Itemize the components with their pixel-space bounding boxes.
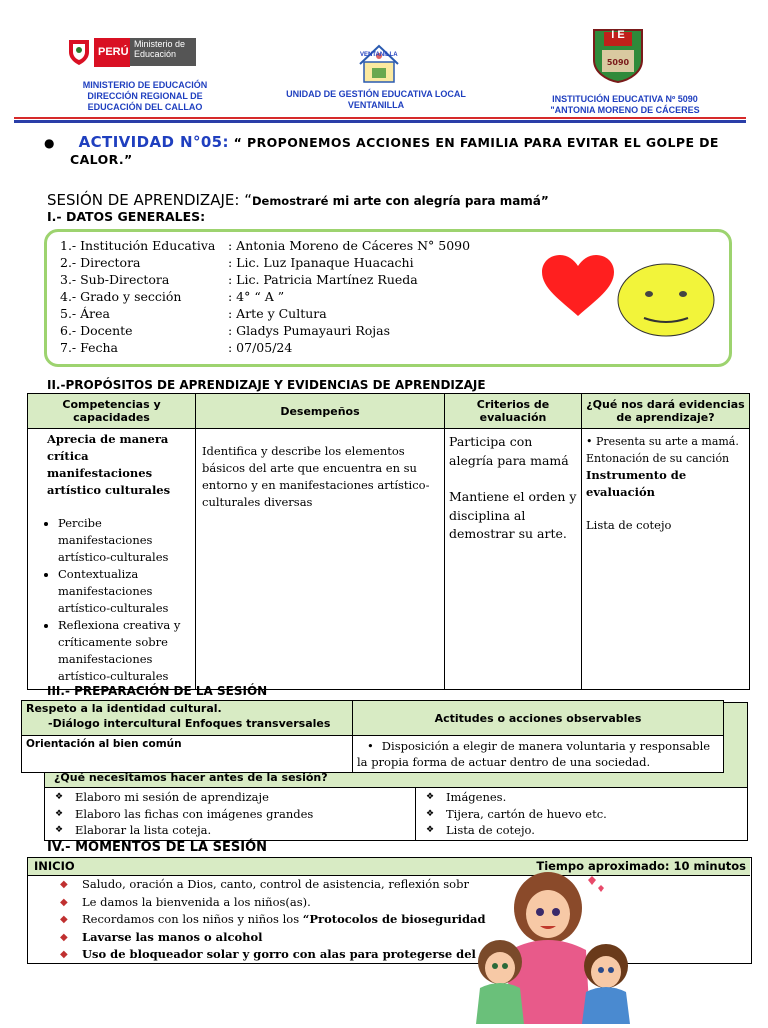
propositos-heading: II.-PROPÓSITOS DE APRENDIZAJE Y EVIDENCIAS DE APRENDIZAJE — [47, 378, 486, 392]
competencias-cell — [28, 429, 196, 690]
mother-children-illustration — [470, 870, 645, 1024]
preparacion-heading: III.- PREPARACIÓN DE LA SESIÓN — [47, 684, 268, 698]
list-item: ❖ Imágenes. — [446, 789, 747, 806]
ministerio-text: MINISTERIO DE EDUCACIÓN DIRECCIÓN REGIONAL DE EDUCACIÓN DEL CALLAO — [82, 80, 208, 112]
datos-row: 1.- Institución Educativa : Antonia Moreno de Cáceres N° 5090 — [60, 238, 471, 253]
list-item: ❖ Tijera, cartón de huevo etc. — [446, 806, 747, 823]
datos-row: 2.- Directora : Lic. Luz Ipanaque Huacachi — [60, 255, 414, 270]
datos-generales-list — [60, 237, 480, 356]
propositos-table — [27, 393, 750, 690]
antes-sesion-table — [44, 787, 748, 841]
list-item: ❖ Elaborar la lista coteja. — [75, 822, 415, 839]
criterios-cell: Participa con alegría para mamá Mantiene el orden y disciplina al demostrar su arte. — [445, 429, 582, 690]
list-item: ◆ Uso de bloqueador solar y gorro con alas para protegerse del — [82, 946, 527, 964]
ugel-text: UNIDAD DE GESTIÓN EDUCATIVA LOCAL VENTANILLA — [286, 89, 466, 110]
disposicion-cell: • Disposición a elegir de manera voluntaria y responsable la propia forma de actuar dentro de una sociedad. — [353, 736, 724, 773]
tiempo-label: Tiempo aproximado: 10 minutos — [536, 859, 746, 873]
list-item: ❖ Lista de cotejo. — [446, 822, 747, 839]
competencia-text: Aprecia de manera crítica manifestaciones artístico culturales — [47, 432, 171, 497]
col-header-evidencias: ¿Qué nos dará evidencias de aprendizaje? — [582, 394, 750, 429]
inicio-list — [28, 876, 527, 964]
desempenos-cell: Identifica y describe los elementos básicos del arte que encuentra en su entorno y en manifestaciones artístico-culturales diversas — [196, 429, 445, 690]
evidencias-cell: • Presenta su arte a mamá. Entonación de su canción Instrumento de evaluación Lista de cotejo — [582, 429, 750, 690]
datos-row: 4.- Grado y sección : 4° “ A ” — [60, 289, 285, 304]
antes-right-cell — [416, 788, 748, 841]
antes-left-cell — [45, 788, 416, 841]
svg-text:5090: 5090 — [606, 58, 630, 67]
actividad-title-line2: CALOR.” — [70, 152, 133, 167]
antes-right-list — [416, 789, 747, 839]
ministerio-logo-label: Ministerio de Educación — [130, 38, 196, 66]
list-item: ◆ Recordamos con los niños y niños los “Protocolos de bioseguridad — [82, 911, 527, 929]
antes-left-list — [45, 789, 415, 839]
list-item: • Percibe manifestaciones artístico-culturales — [58, 515, 191, 566]
list-item: ❖ Elaboro mi sesión de aprendizaje — [75, 789, 415, 806]
ugel-logo-label: VENTANILLA — [360, 52, 398, 58]
header-rule-red — [14, 117, 746, 119]
datos-row: 5.- Área : Arte y Cultura — [60, 306, 327, 321]
list-item: ◆ Saludo, oración a Dios, canto, control de asistencia, reflexión sobr — [82, 876, 527, 894]
list-item: ❖ Elaboro las fichas con imágenes grandes — [75, 806, 415, 823]
peru-logo-label: PERÚ — [94, 38, 130, 67]
list-item: ◆ Lavarse las manos o alcohol — [82, 929, 527, 947]
list-item: • Reflexiona creativa y críticamente sobre manifestaciones artístico-culturales — [58, 617, 191, 685]
list-item: • Contextualiza manifestaciones artístico-culturales — [58, 566, 191, 617]
header — [0, 0, 768, 120]
enfoques-table — [21, 700, 724, 773]
orientacion-cell: Orientación al bien común — [22, 736, 353, 773]
header-rule-blue — [14, 120, 746, 123]
ie-text: INSTITUCIÓN EDUCATIVA Nº 5090 "ANTONIA MORENO DE CÁCERES — [550, 94, 700, 115]
momentos-heading: IV.- MOMENTOS DE LA SESIÓN — [47, 840, 268, 855]
smiley-face-icon — [616, 262, 716, 338]
peru-shield-icon — [66, 38, 92, 66]
actividad-title: ● ACTIVIDAD N°05: “ PROPONEMOS ACCIONES EN FAMILIA PARA EVITAR EL GOLPE DE — [44, 133, 719, 151]
ugel-logo-icon — [354, 40, 404, 86]
col-header-desempenos: Desempeños — [196, 394, 445, 429]
col-header-criterios: Criterios de evaluación — [445, 394, 582, 429]
datos-row: 7.- Fecha : 07/05/24 — [60, 340, 293, 355]
heart-icon — [540, 254, 616, 318]
datos-row: 3.- Sub-Directora : Lic. Patricia Martínez Rueda — [60, 272, 418, 287]
col-header-competencias: Competencias y capacidades — [28, 394, 196, 429]
enfoques-cell: Respeto a la identidad cultural. -Diálogo intercultural Enfoques transversales — [22, 701, 353, 736]
ie-logo-letters: I E — [611, 29, 625, 41]
antes-sesion-header: ¿Qué necesitamos hacer antes de la sesión? — [44, 769, 414, 788]
capacidades-list — [32, 515, 191, 685]
actitudes-header: Actitudes o acciones observables — [353, 701, 724, 736]
datos-generales-heading: I.- DATOS GENERALES: — [47, 209, 206, 224]
datos-row: 6.- Docente : Gladys Pumayauri Rojas — [60, 323, 391, 338]
inicio-label: INICIO — [34, 859, 75, 873]
sesion-title: SESIÓN DE APRENDIZAJE: “Demostraré mi arte con alegría para mamá” — [47, 191, 549, 209]
bullet-icon: ● — [44, 136, 55, 150]
list-item: ◆ Le damos la bienvenida a los niños(as). — [82, 894, 527, 912]
